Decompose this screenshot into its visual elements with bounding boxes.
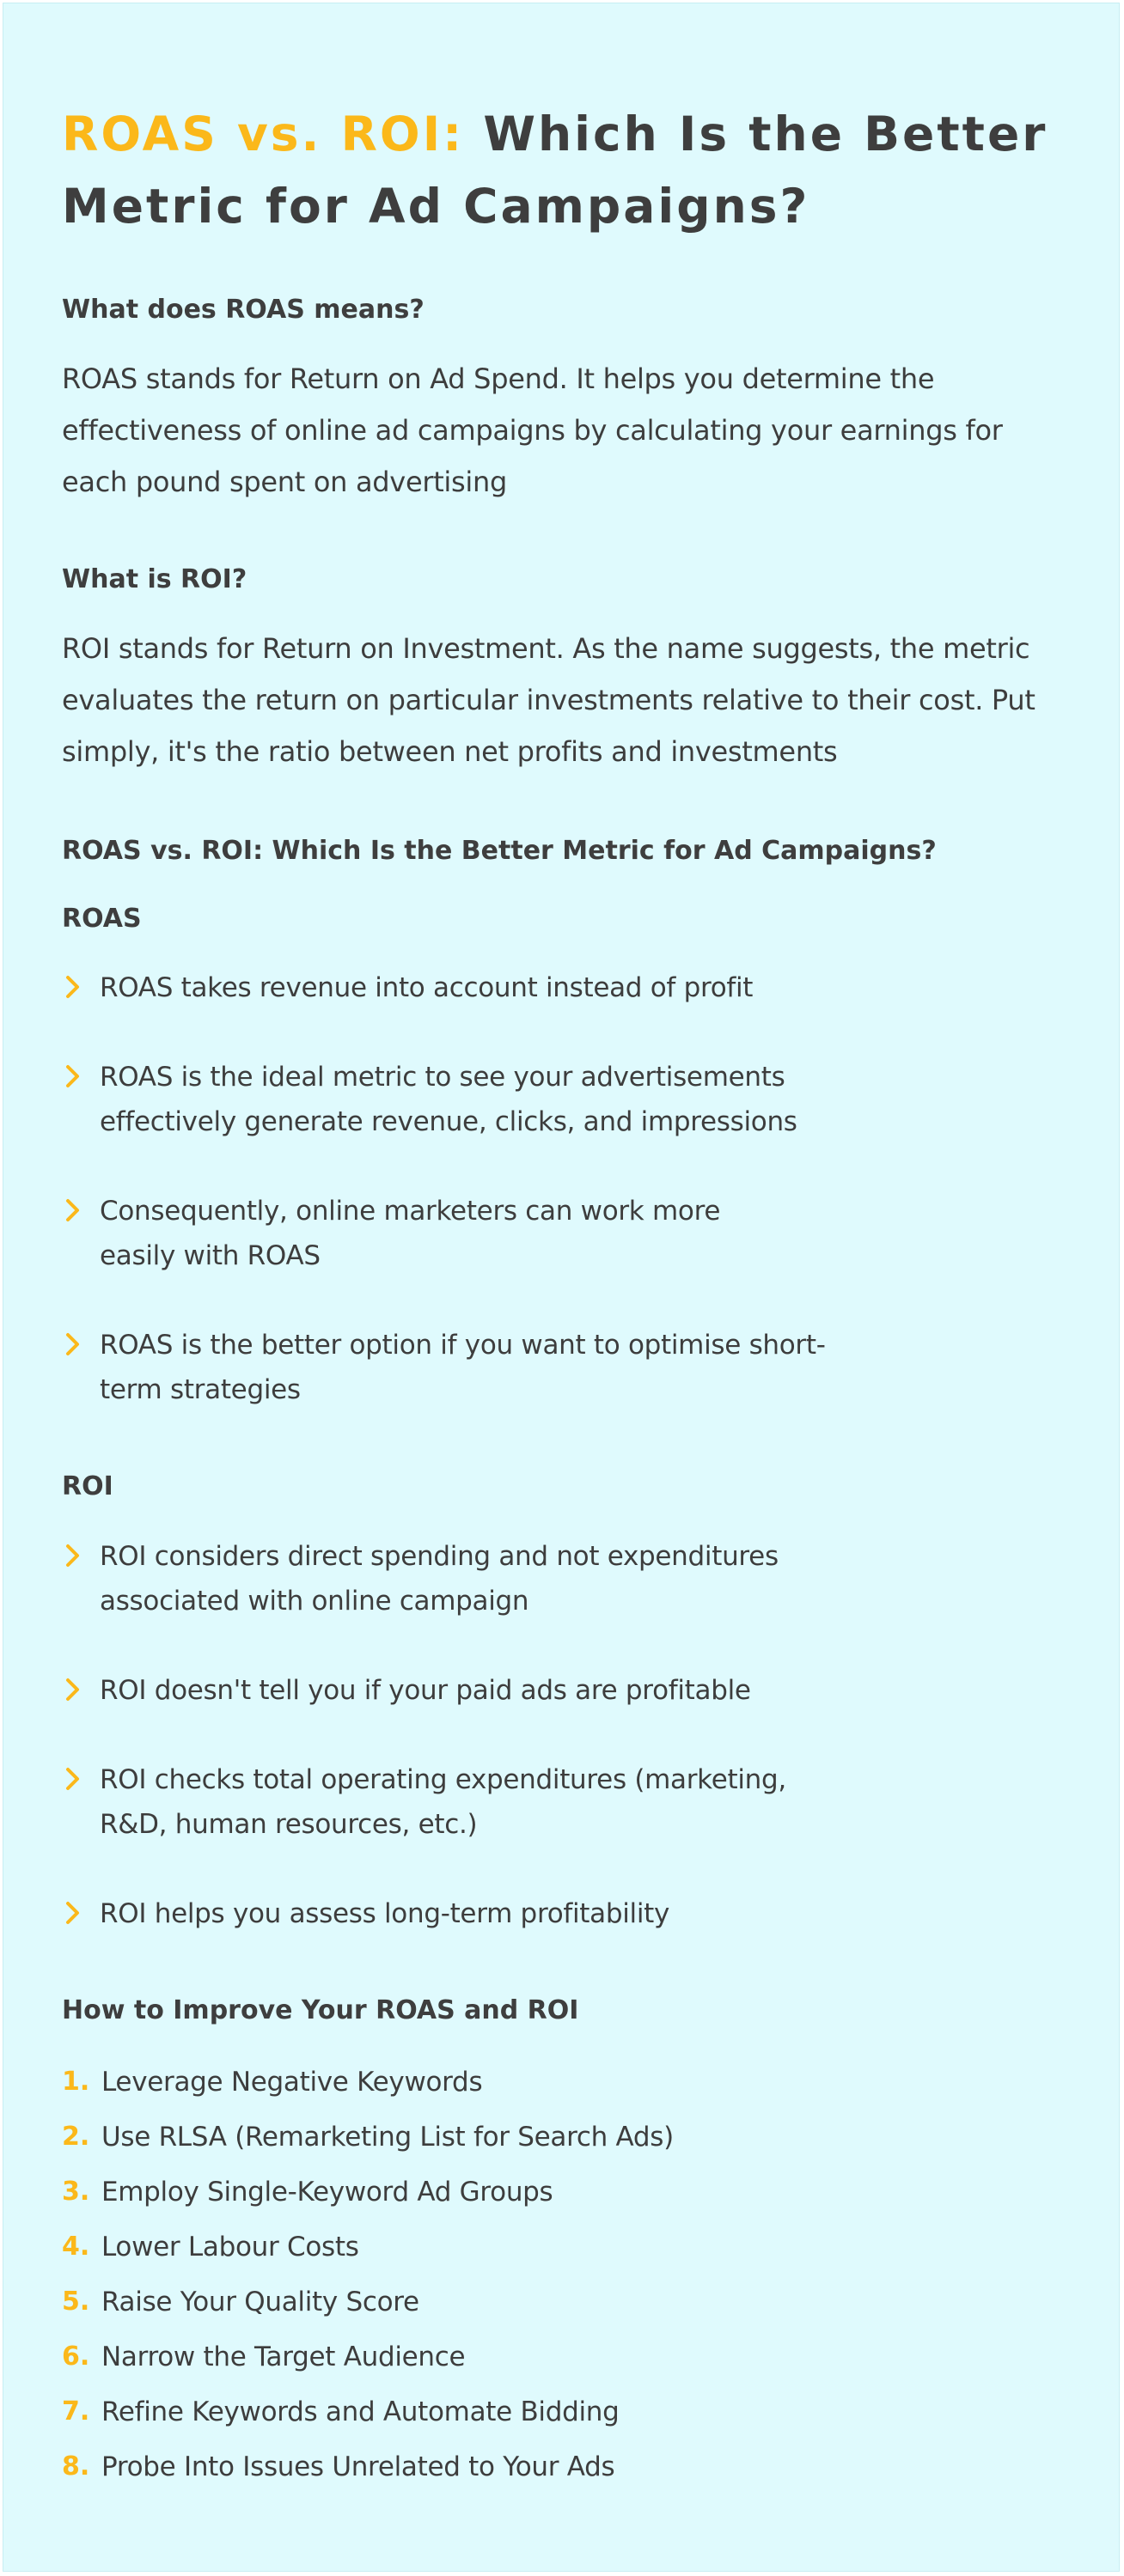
roas-list-item-text: ROAS is the ideal metric to see your advertisements effectively generate revenue, clicks, and impressions	[100, 1062, 797, 1137]
list-number: 1.	[62, 2067, 90, 2097]
roas-definition-heading: What does ROAS means?	[62, 295, 425, 325]
list-number: 4.	[62, 2232, 90, 2262]
roas-list-heading: ROAS	[62, 904, 142, 934]
page-title	[62, 98, 1084, 242]
improve-list-item	[62, 2170, 1007, 2214]
roi-list-item-text: ROI helps you assess long-term profitability	[100, 1898, 670, 1929]
roi-list-item-text: ROI doesn't tell you if your paid ads are profitable	[100, 1675, 751, 1706]
chevron-right-icon	[62, 1677, 84, 1702]
roas-definition-body: ROAS stands for Return on Ad Spend. It helps you determine the effectiveness of online ad campaigns by calculating your earnings for each pound spent on advertising	[62, 362, 1003, 498]
list-item-text: Narrow the Target Audience	[101, 2342, 466, 2372]
roas-list-item-text: ROAS is the better option if you want to optimise short-term strategies	[100, 1330, 826, 1405]
infographic-card	[3, 3, 1120, 2572]
title-accent: ROAS vs. ROI:	[62, 107, 465, 161]
improve-list-item	[62, 2225, 1007, 2269]
improve-list-item	[62, 2280, 1007, 2324]
roas-list-item-text: ROAS takes revenue into account instead of profit	[100, 972, 754, 1003]
chevron-right-icon	[62, 1197, 84, 1223]
chevron-right-icon	[62, 1543, 84, 1568]
chevron-right-icon	[62, 1766, 84, 1792]
list-item-text: Refine Keywords and Automate Bidding	[101, 2396, 620, 2427]
improve-list-item	[62, 2390, 1007, 2434]
comparison-heading: ROAS vs. ROI: Which Is the Better Metric for Ad Campaigns?	[62, 836, 937, 866]
title-main: Which Is the Better Metric for Ad Campaigns?	[62, 107, 1048, 234]
list-item-text: Leverage Negative Keywords	[101, 2067, 483, 2098]
list-number: 8.	[62, 2451, 90, 2482]
roi-list-item-text: ROI checks total operating expenditures (marketing, R&D, human resources, etc.)	[100, 1764, 786, 1840]
chevron-right-icon	[62, 1900, 84, 1926]
list-item-text: Employ Single-Keyword Ad Groups	[101, 2177, 553, 2208]
list-item-text: Probe Into Issues Unrelated to Your Ads	[101, 2451, 615, 2482]
list-item-text: Raise Your Quality Score	[101, 2287, 419, 2317]
list-number: 5.	[62, 2287, 90, 2317]
roi-definition-body: ROI stands for Return on Investment. As the name suggests, the metric evaluates the return on particular investments relative to their cost. Put simply, it's the ratio between net profits and investments	[62, 632, 1035, 768]
roi-list-item-text: ROI considers direct spending and not expenditures associated with online campaign	[100, 1541, 779, 1617]
roi-list-heading: ROI	[62, 1471, 113, 1501]
list-item-text: Lower Labour Costs	[101, 2232, 359, 2262]
chevron-right-icon	[62, 1063, 84, 1089]
chevron-right-icon	[62, 1331, 84, 1357]
roas-list-item-text: Consequently, online marketers can work more easily with ROAS	[100, 1196, 721, 1271]
improve-list-item	[62, 2335, 1007, 2379]
roi-definition-heading: What is ROI?	[62, 564, 247, 594]
chevron-right-icon	[62, 974, 84, 1000]
improve-heading: How to Improve Your ROAS and ROI	[62, 1995, 579, 2025]
list-number: 7.	[62, 2396, 90, 2427]
improve-list-item	[62, 2115, 1007, 2159]
list-number: 2.	[62, 2122, 90, 2152]
list-number: 3.	[62, 2177, 90, 2207]
list-number: 6.	[62, 2342, 90, 2372]
improve-list-item	[62, 2445, 1007, 2489]
list-item-text: Use RLSA (Remarketing List for Search Ads)	[101, 2122, 674, 2153]
improve-list-item	[62, 2060, 1007, 2104]
